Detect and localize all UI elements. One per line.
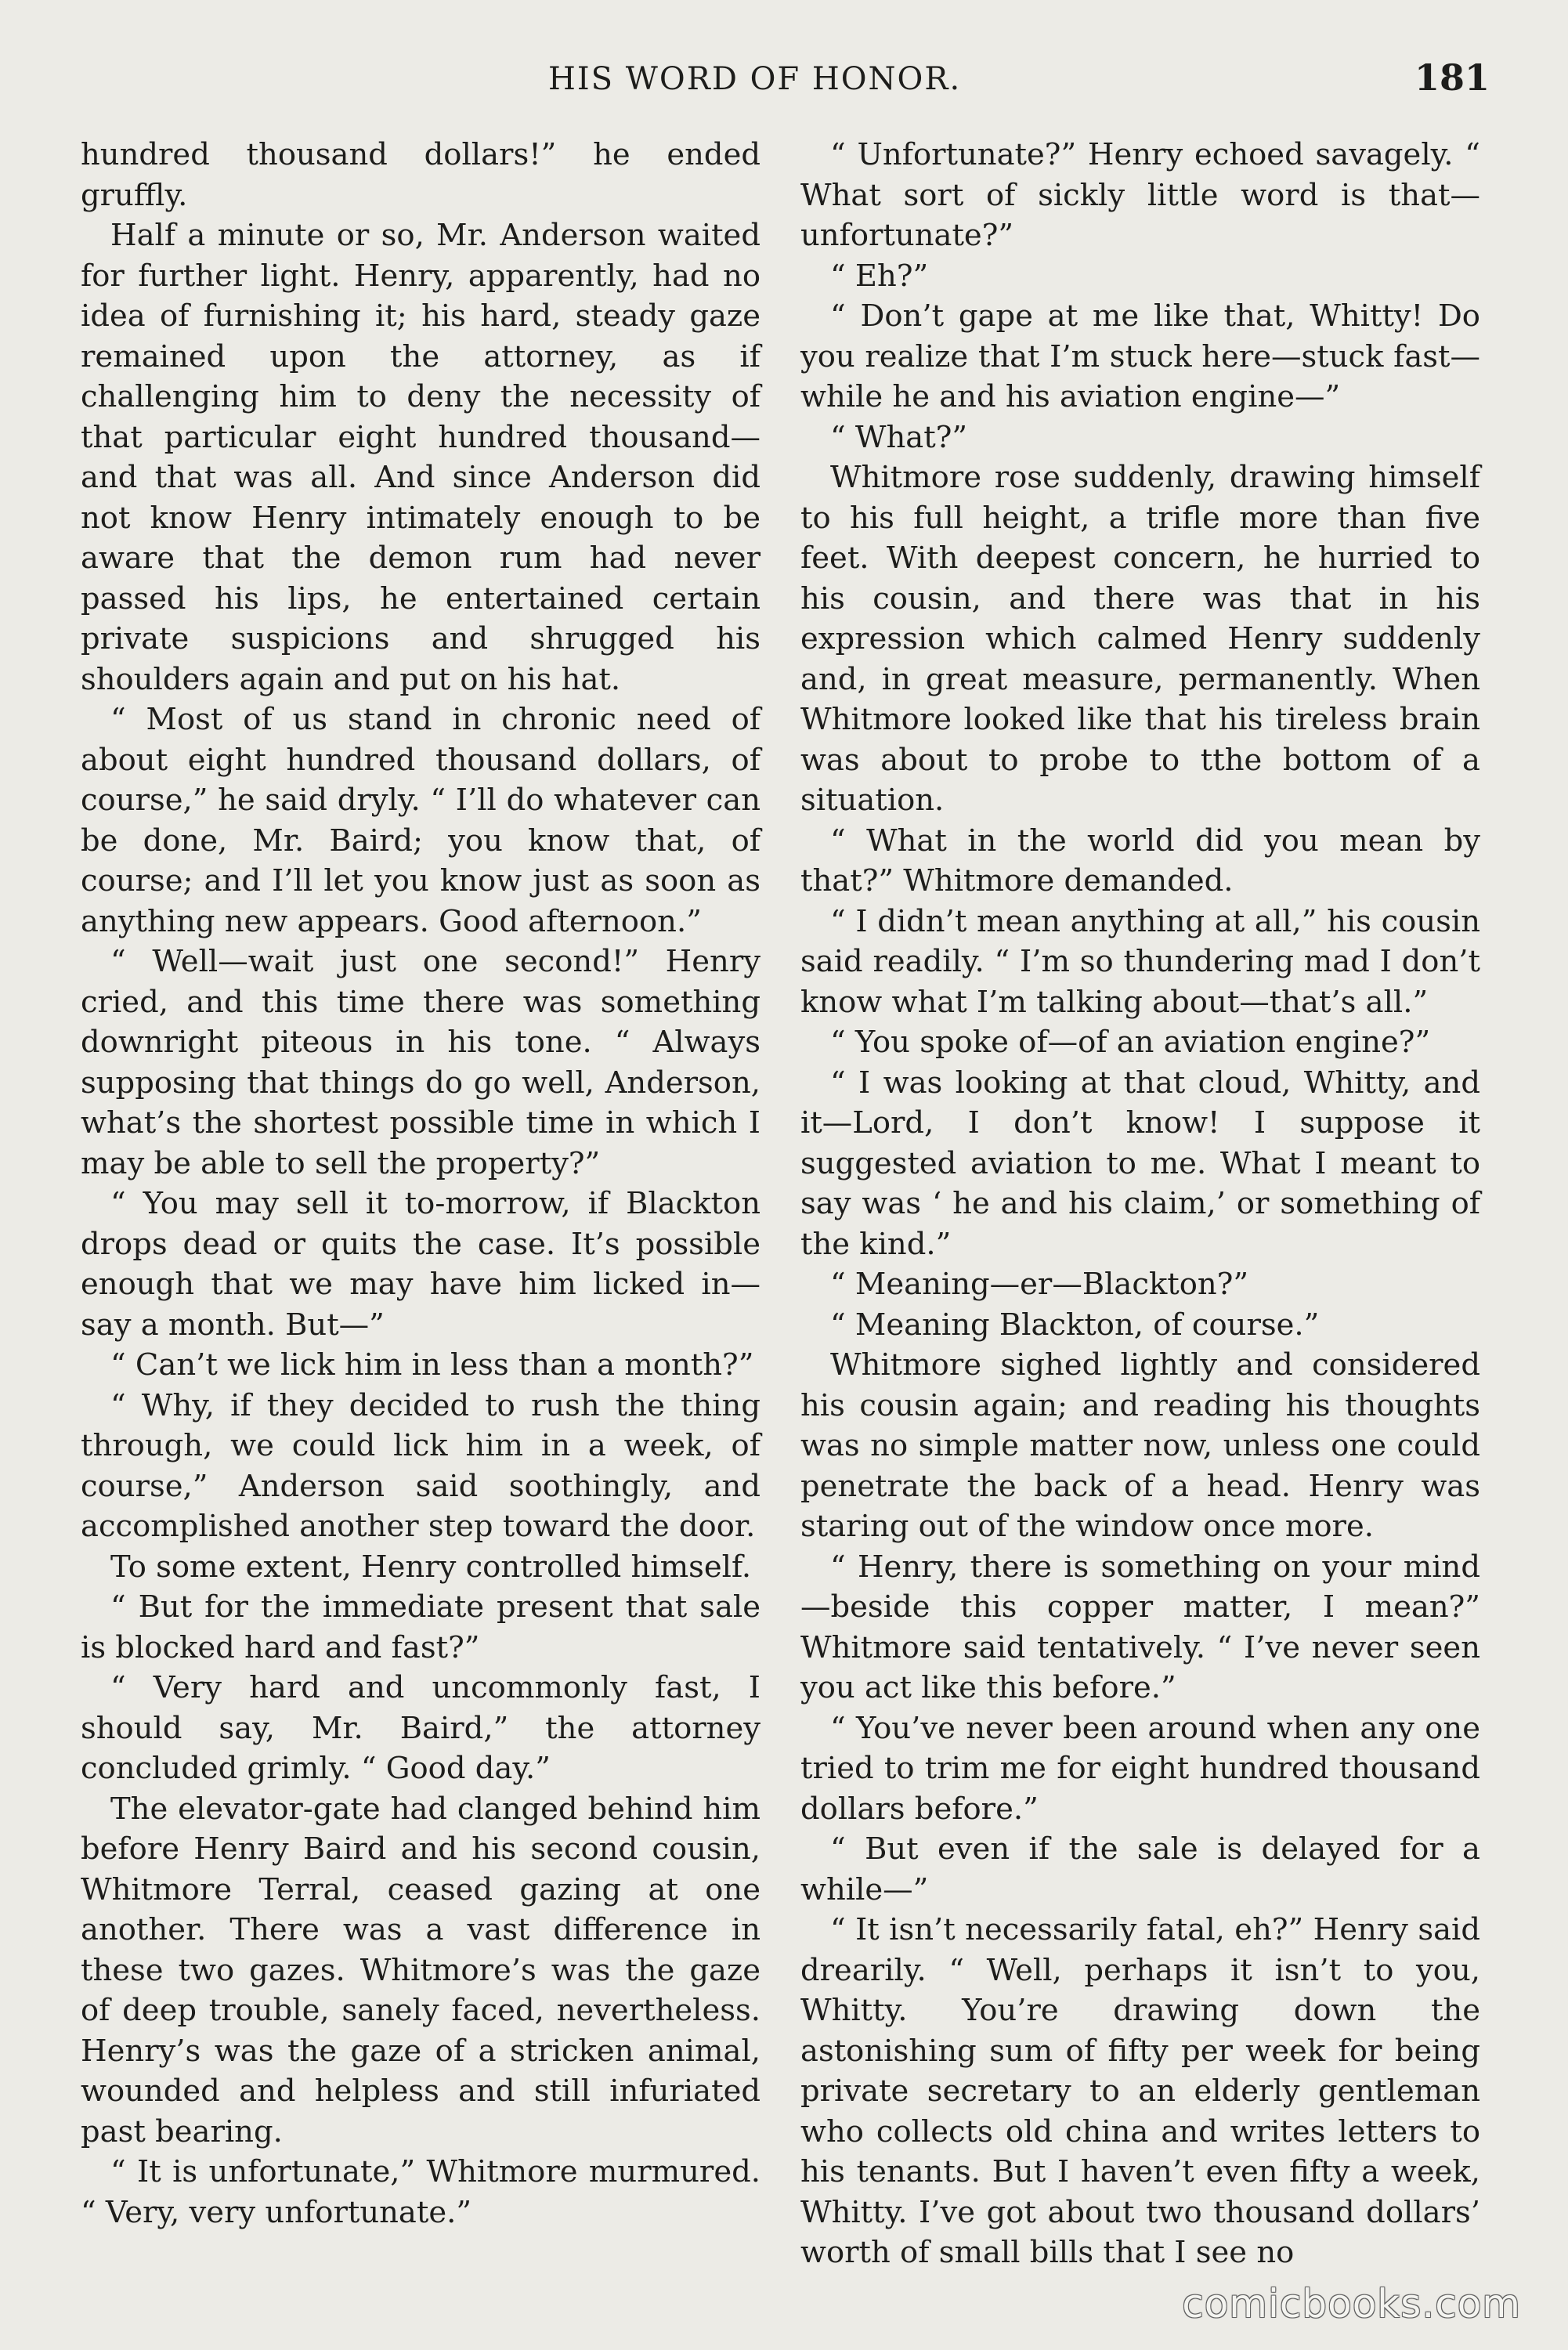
watermark: comicbooks.com bbox=[1182, 2281, 1521, 2326]
running-title: HIS WORD OF HONOR. bbox=[548, 61, 962, 97]
paragraph: “ But even if the sale is delayed for a while—” bbox=[800, 1831, 1480, 1907]
paragraph: “ Don’t gape at me like that, Whitty! Do you realize that I’m stuck here—stuck fast—while he and his aviation engine—” bbox=[800, 298, 1480, 414]
paragraph: “ Henry, there is something on your mind —beside this copper matter, I mean?” Whitmore said tentatively. “ I’ve never seen you act like this before.” bbox=[800, 1549, 1480, 1705]
paragraph: Half a minute or so, Mr. Anderson waited for further light. Henry, apparently, had no idea of furnishing it; his hard, steady gaze remained upon the attorney, as if challenging him to deny the necessity of that particular eight hundred thousand—and that was all. And since Anderson did not know Henry intimately enough to be aware that the demon rum had never passed his lips, he entertained certain private suspicions and shrugged his shoulders again and put on his hat. bbox=[81, 218, 761, 697]
paragraph: “ You spoke of—of an aviation engine?” bbox=[830, 1025, 1431, 1060]
paragraph: “ You may sell it to-morrow, if Blackton drops dead or quits the case. It’s possible enough that we may have him licked in—say a month. But—” bbox=[81, 1186, 761, 1343]
page-number: 181 bbox=[1414, 56, 1490, 99]
paragraph: To some extent, Henry controlled himself. bbox=[110, 1549, 752, 1585]
paragraph: “ Why, if they decided to rush the thing through, we could lick him in a week, of course,” Anderson said soothingly, and accomplished another step toward the door. bbox=[81, 1387, 761, 1544]
paragraph: “ Unfortunate?” Henry echoed savagely. “ What sort of sickly little word is that—unfortunate?” bbox=[800, 137, 1480, 253]
page-header bbox=[0, 56, 1568, 108]
paragraph: “ But for the immediate present that sale is blocked hard and fast?” bbox=[81, 1589, 761, 1665]
paragraph: “ Meaning—er—Blackton?” bbox=[830, 1267, 1249, 1302]
left-column bbox=[81, 135, 761, 2232]
paragraph: “ You’ve never been around when any one tried to trim me for eight hundred thousand dollars before.” bbox=[800, 1710, 1480, 1827]
paragraph: “ Most of us stand in chronic need of about eight hundred thousand dollars, of course,” he said dryly. “ I’ll do whatever can be done, Mr. Baird; you know that, of course; and I’ll let you know just as soon as anything new appears. Good afternoon.” bbox=[81, 702, 761, 939]
paragraph: “ What in the world did you mean by that?” Whitmore demanded. bbox=[800, 822, 1480, 898]
paragraph: “ It isn’t necessarily fatal, eh?” Henry said drearily. “ Well, perhaps it isn’t to you, Whitty. You’re drawing down the astonishing sum of fifty per week for being private secretary to an elderly gentleman who collects old china and writes letters to his tenants. But I haven’t even fifty a week, Whitty. I’ve got about two thousand dollars’ worth of small bills that I see no bbox=[800, 1912, 1480, 2270]
paragraph: Whitmore rose suddenly, drawing himself to his full height, a trifle more than five feet. With deepest concern, he hurried to his cousin, and there was that in his expression which calmed Henry suddenly and, in great measure, permanently. When Whitmore looked like that his tireless brain was about to probe to tthe bottom of a situation. bbox=[800, 460, 1480, 818]
paragraph: “ What?” bbox=[830, 419, 968, 455]
right-column bbox=[800, 135, 1480, 2273]
paragraph: “ Eh?” bbox=[830, 258, 929, 294]
paragraph: “ It is unfortunate,” Whitmore murmured. “ Very, very unfortunate.” bbox=[81, 2154, 761, 2230]
paragraph: “ Very hard and uncommonly fast, I should say, Mr. Baird,” the attorney concluded grimly. “ Good day.” bbox=[81, 1670, 761, 1786]
paragraph: hundred thousand dollars!” he ended gruffly. bbox=[81, 137, 761, 213]
paragraph: “ I didn’t mean anything at all,” his cousin said readily. “ I’m so thundering mad I don’t know what I’m talking about—that’s all.” bbox=[800, 903, 1480, 1020]
paragraph: “ Can’t we lick him in less than a month?” bbox=[110, 1347, 754, 1383]
paragraph: “ Meaning Blackton, of course.” bbox=[830, 1307, 1320, 1343]
paragraph: “ I was looking at that cloud, Whitty, and it—Lord, I don’t know! I suppose it suggested aviation to me. What I meant to say was ‘ he and his claim,’ or something of the kind.” bbox=[800, 1065, 1480, 1262]
paragraph: The elevator-gate had clanged behind him before Henry Baird and his second cousin, Whitmore Terral, ceased gazing at one another. There was a vast difference in these two gazes. Whitmore’s was the gaze of deep trouble, sanely faced, nevertheless. Henry’s was the gaze of a stricken animal, wounded and helpless and still infuriated past bearing. bbox=[81, 1791, 761, 2149]
paragraph: Whitmore sighed lightly and considered his cousin again; and reading his thoughts was no simple matter now, unless one could penetrate the back of a head. Henry was staring out of the window once more. bbox=[800, 1347, 1480, 1544]
paragraph: “ Well—wait just one second!” Henry cried, and this time there was something downright piteous in his tone. “ Always supposing that things do go well, Anderson, what’s the shortest possible time in which I may be able to sell the property?” bbox=[81, 944, 761, 1181]
